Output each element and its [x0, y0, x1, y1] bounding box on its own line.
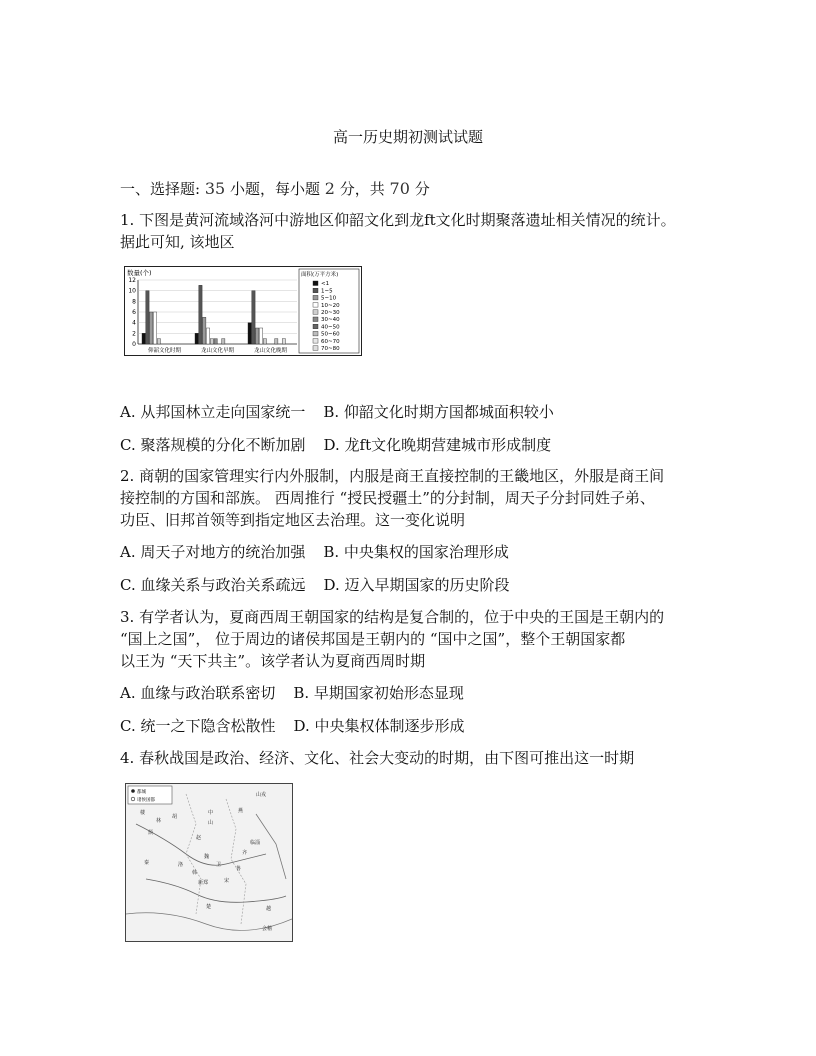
map-label: 燕 — [238, 808, 244, 814]
q1-options-row2 — [120, 434, 551, 455]
chart-bar — [252, 291, 255, 344]
chart-bar — [282, 339, 285, 344]
map-label: 齐 — [242, 850, 248, 856]
map-svg — [126, 784, 292, 941]
q2-stem-line1: 2. 商朝的国家管理实行内外服制，内服是商王直接控制的王畿地区，外服是商王间 — [120, 467, 665, 485]
chart-legend-swatch — [313, 288, 318, 293]
q1-options-row1 — [120, 401, 554, 422]
chart-bar — [153, 312, 156, 344]
chart-legend-swatch — [313, 346, 318, 351]
q4-stem-line1: 4. 春秋战国是政治、经济、文化、社会大变动的时期，由下图可推出这一时期 — [120, 749, 635, 767]
section-heading: 一、选择题: 35 小题，每小题 2 分，共 70 分 — [120, 179, 430, 198]
border-line — [186, 794, 201, 914]
chart-y-axis-label: 数量(个) — [127, 269, 152, 277]
river-line — [136, 824, 266, 865]
coastline — [256, 814, 286, 879]
map-legend-item: 都城 — [137, 790, 146, 795]
q2-option-b[interactable]: B. 中央集权的国家治理形成 — [323, 543, 509, 561]
river-line — [146, 879, 286, 902]
chart-legend-label: 20~30 — [321, 310, 340, 316]
q3-options-row1 — [120, 682, 464, 703]
chart-bar — [206, 328, 209, 344]
chart-legend-swatch — [313, 295, 318, 300]
chart-legend-swatch — [313, 324, 318, 329]
map-label: 宋 — [224, 878, 230, 884]
chart-legend-swatch — [313, 339, 318, 344]
q3-option-a[interactable]: A. 血缘与政治联系密切 — [120, 684, 276, 702]
chart-y-tick-label: 2 — [132, 330, 136, 338]
chart-bar — [259, 328, 262, 344]
q3-stem-line1: 3. 有学者认为，夏商西周王朝国家的结构是复合制的，位于中央的王国是王朝内的 — [120, 608, 665, 626]
chart-legend-label: 60~70 — [321, 338, 340, 345]
map-label: 卫 — [216, 862, 222, 868]
q1-option-b[interactable]: B. 仰韶文化时期方国都城面积较小 — [323, 403, 554, 421]
chart-legend-swatch — [313, 303, 318, 308]
chart-legend-label: 5~10 — [321, 295, 337, 302]
question-count: 35 — [204, 179, 226, 198]
map-label: 洛 — [178, 862, 184, 868]
map-label: 烦 — [148, 830, 154, 836]
chart-legend-title: 面积(万平方米) — [301, 272, 339, 278]
q2-stem-line3: 功臣、旧邦首领等到指定地区去治理。这一变化说明 — [120, 511, 466, 529]
chart-bar — [275, 339, 278, 344]
q2-option-d[interactable]: D. 迈入早期国家的历史阶段 — [323, 576, 510, 594]
q2-options-row1 — [120, 541, 509, 562]
chart-legend-label: 10~20 — [321, 302, 340, 309]
chart-bar — [256, 328, 259, 344]
q1-stem-line2: 据此可知, 该地区 — [120, 233, 235, 251]
map-label: 中 — [208, 810, 214, 816]
chart-legend-swatch — [313, 281, 318, 286]
chart-legend-swatch — [313, 310, 318, 315]
chart-legend-label: 1~5 — [321, 288, 333, 295]
map-label: 会稽 — [262, 926, 273, 932]
settlement-bar-chart — [124, 266, 362, 356]
chart-bar — [263, 339, 266, 344]
warring-states-map — [125, 783, 293, 942]
q2-option-a[interactable]: A. 周天子对地方的统治加强 — [120, 543, 306, 561]
chart-bar — [146, 291, 149, 344]
chart-legend-label: 30~40 — [321, 317, 340, 324]
chart-y-tick-label: 4 — [132, 319, 136, 327]
map-label: 鲁 — [236, 866, 242, 872]
q3-stem-line3: 以王为 “天下共主”。该学者认为夏商西周时期 — [120, 652, 426, 670]
chart-legend-label: 50~60 — [321, 331, 340, 338]
map-label: 魏 — [204, 854, 210, 860]
chart-bar — [195, 333, 198, 344]
points-total: 70 — [389, 179, 410, 198]
q1-option-c[interactable]: C. 聚落规模的分化不断加剧 — [120, 436, 306, 454]
q1-option-a[interactable]: A. 从邦国林立走向国家统一 — [120, 403, 306, 421]
chart-bar — [214, 339, 217, 344]
q2-option-c[interactable]: C. 血缘关系与政治关系疏远 — [120, 576, 306, 594]
chart-bar — [199, 285, 202, 344]
q3-options-row2 — [120, 715, 465, 736]
q3-option-b[interactable]: B. 早期国家初始形态显现 — [293, 684, 464, 702]
points-each: 2 — [324, 179, 335, 198]
capital-marker-icon — [131, 789, 135, 793]
q2-options-row2 — [120, 574, 510, 595]
q2-stem-line2: 接控制的方国和部族。 西周推行 “授民授疆土”的分封制，周天子分封同姓子弟、 — [120, 489, 655, 507]
chart-category-label: 龙山文化早期 — [200, 348, 235, 354]
q3-stem-line2: “国上之国”， 位于周边的诸侯邦国是王朝内的 “国中之国”，整个王朝国家都 — [120, 630, 626, 648]
chart-bar — [222, 339, 225, 344]
map-label: 赵 — [196, 835, 202, 841]
map-label: 楚 — [206, 904, 212, 910]
chart-y-tick-label: 10 — [128, 287, 136, 295]
page-title: 高一历史期初测试试题 — [332, 128, 483, 146]
chart-bar — [210, 339, 213, 344]
chart-bar — [248, 323, 251, 344]
map-label: 山戎 — [256, 792, 267, 798]
chart-legend-swatch — [313, 331, 318, 336]
map-label: 秦 — [144, 860, 150, 866]
chart-bar — [203, 317, 206, 344]
chart-svg — [125, 267, 361, 355]
chart-bar — [150, 312, 153, 344]
map-legend-item: 诸侯国都 — [137, 798, 155, 803]
map-label: 新郑 — [198, 880, 209, 886]
chart-category-label: 龙山文化晚期 — [253, 348, 288, 354]
q1-stem-line1: 1. 下图是黄河流域洛河中游地区仰韶文化到龙ft文化时期聚落遗址相关情况的统计。 — [120, 211, 676, 229]
q3-option-d[interactable]: D. 中央集权体制逐步形成 — [293, 717, 465, 735]
chart-legend-label: 40~50 — [321, 324, 340, 331]
chart-bar — [142, 333, 145, 344]
chart-category-label: 仰韶文化时期 — [147, 348, 182, 354]
map-label: 楼 — [140, 810, 146, 816]
map-label: 山 — [208, 820, 214, 826]
map-label: 越 — [266, 906, 272, 912]
map-label: 林 — [156, 818, 162, 824]
map-label: 临淄 — [250, 840, 261, 846]
chart-legend-label: 70~80 — [321, 346, 340, 352]
chart-bar — [157, 339, 160, 344]
q3-option-c[interactable]: C. 统一之下隐含松散性 — [120, 717, 276, 735]
chart-y-tick-label: 12 — [128, 277, 136, 284]
q1-option-d[interactable]: D. 龙ft文化晚期营建城市形成制度 — [323, 436, 552, 454]
chart-y-tick-label: 6 — [132, 309, 136, 316]
chart-y-tick-label: 0 — [132, 341, 136, 348]
map-label: 韩 — [192, 870, 198, 876]
chart-y-tick-label: 8 — [132, 298, 136, 306]
map-label: 胡 — [172, 814, 178, 820]
chart-legend-label: <1 — [321, 281, 330, 288]
chart-legend-swatch — [313, 317, 318, 322]
